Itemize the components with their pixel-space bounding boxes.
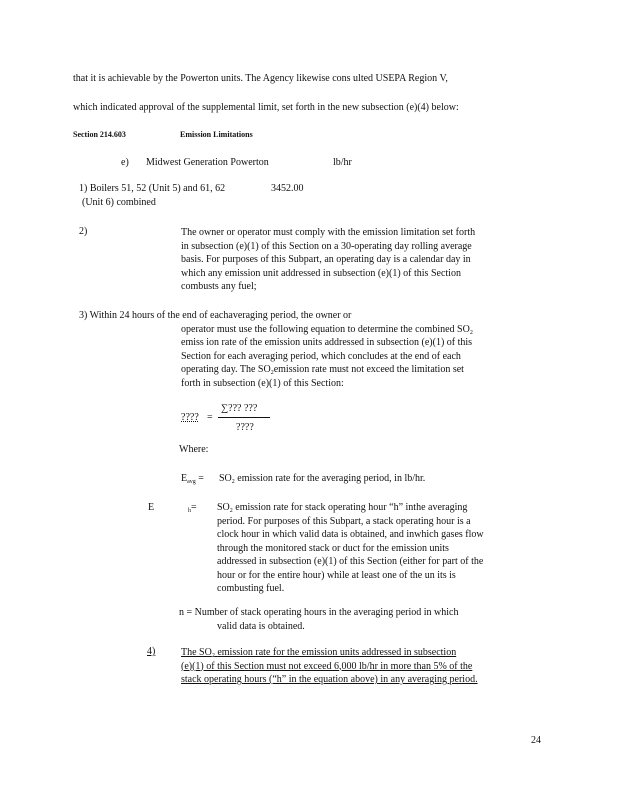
section-title: Emission Limitations bbox=[180, 130, 253, 139]
item3-lead: 3) Within 24 hours of the end of eachaveraging period, the owner or bbox=[79, 310, 352, 321]
item2-line: basis. For purposes of this Subpart, an operating day is a calendar day in bbox=[181, 254, 471, 265]
eh-subscript: $_h$= bbox=[188, 502, 197, 514]
item3-line: Section for each averaging period, which concludes at the end of each bbox=[181, 350, 461, 362]
intro-line-2: which indicated approval of the supplemental limit, set forth in the new subsection (e)(4) below: bbox=[73, 102, 459, 113]
equation-equals: = bbox=[207, 412, 213, 423]
item3-line: operator must use the following equation to determine the combined $SO_2$ bbox=[181, 323, 473, 336]
equation-lhs: ???? bbox=[181, 412, 199, 423]
item4-line: The $SO_2$ emission rate for the emission units addressed in subsection bbox=[181, 647, 457, 659]
item4-line: (e)(1) of this Section must not exceed 6,000 lb/hr in more than 5% of the bbox=[181, 660, 473, 672]
item2-line: which any emission unit addressed in subsection (e)(1) of this Section bbox=[181, 267, 461, 279]
item1-line1: 1) Boilers 51, 52 (Unit 5) and 61, 62 bbox=[79, 183, 226, 194]
eh-line: hour or for the entire hour) while at least one of the un its is bbox=[217, 569, 456, 581]
item3-line: forth in subsection (e)(1) of this Section: bbox=[181, 377, 344, 389]
equation-denominator: ???? bbox=[236, 422, 254, 433]
item4-line: stack operating hours (“h” in the equation above) in any averaging period. bbox=[181, 674, 478, 685]
eavg-symbol: $E_{avg}$ = bbox=[181, 473, 204, 485]
equation-fraction-bar bbox=[218, 417, 270, 418]
item4-label: 4) bbox=[147, 646, 156, 657]
item2-line: combusts any fuel; bbox=[181, 281, 257, 292]
subsection-unit: lb/hr bbox=[333, 157, 352, 168]
where-label: Where: bbox=[179, 444, 209, 455]
eh-line: addressed in subsection (e)(1) of this Section (either for part of the bbox=[217, 556, 484, 567]
eh-line: clock hour in which valid data is obtained, and inwhich gases flow bbox=[217, 529, 484, 540]
n-line: valid data is obtained. bbox=[217, 620, 305, 632]
item1-line2: (Unit 6) combined bbox=[82, 197, 156, 208]
eh-line: combusting fuel. bbox=[217, 583, 285, 594]
item1-value: 3452.00 bbox=[271, 183, 304, 194]
subsection-label: e) bbox=[121, 157, 129, 168]
intro-line-1: that it is achievable by the Powerton units. The Agency likewise cons ulted USEPA Region V, bbox=[73, 73, 448, 84]
eh-line: through the monitored stack or duct for the emission units bbox=[217, 542, 449, 554]
eh-line: period. For purposes of this Subpart, a stack operating hour is a bbox=[217, 515, 471, 527]
item3-line: emiss ion rate of the emission units addressed in subsection (e)(1) of this bbox=[181, 337, 473, 348]
item2-line: The owner or operator must comply with the emission limitation set forth bbox=[181, 227, 476, 238]
equation-numerator: ∑??? ??? bbox=[221, 403, 258, 414]
item3-line: operating day. The $SO_2emission$ rate must not exceed the limitation set bbox=[181, 364, 464, 376]
item2-line: in subsection (e)(1) of this Section on a 30-operating day rolling average bbox=[181, 240, 472, 252]
section-number: Section 214.603 bbox=[73, 130, 126, 139]
page-number: 24 bbox=[531, 735, 541, 746]
eavg-definition: $SO_2$ emission rate for the averaging period, in lb/hr. bbox=[219, 473, 426, 485]
subsection-title: Midwest Generation Powerton bbox=[146, 157, 269, 168]
eh-line: $SO_2$ emission rate for stack operating hour “h” inthe averaging bbox=[217, 502, 468, 514]
eh-symbol: E bbox=[148, 502, 155, 513]
n-line: n = Number of stack operating hours in the averaging period in which bbox=[179, 607, 459, 618]
item2-label: 2) bbox=[79, 226, 88, 237]
